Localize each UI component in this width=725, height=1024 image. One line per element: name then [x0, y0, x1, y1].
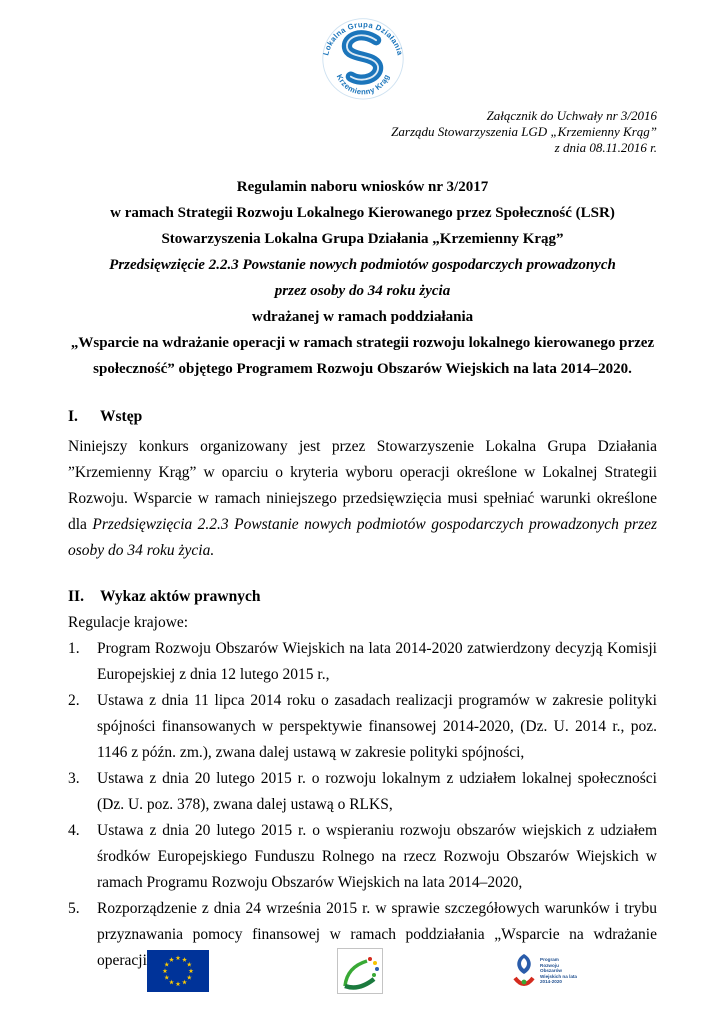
paragraph-italic-text: Przedsięwzięcia 2.2.3 Powstanie nowych podmiotów gospodarczych prowadzonych przez osoby do 34 roku życia.: [68, 516, 658, 559]
legal-act-item-3: [68, 766, 657, 818]
title-line-7: „Wsparcie na wdrażanie operacji w ramach strategii rozwoju lokalnego kierowanego przez: [70, 335, 655, 351]
title-line-4: Przedsięwzięcie 2.2.3 Powstanie nowych podmiotów gospodarczych prowadzonych: [109, 257, 616, 273]
title-line-8: społeczność” objętego Programem Rozwoju Obszarów Wiejskich na lata 2014–2020.: [93, 361, 632, 377]
section-2-number: II.: [68, 588, 84, 605]
leader-logo: [337, 948, 383, 994]
prow-flag-icon: [511, 951, 537, 991]
section-2-intro: Regulacje krajowe:: [68, 614, 189, 631]
legal-acts-list: [68, 636, 657, 974]
title-line-3: Stowarzyszenia Lokalna Grupa Działania „Krzemienny Krąg”: [161, 231, 564, 247]
title-line-2: w ramach Strategii Rozwoju Lokalnego Kierowanego przez Społeczność (LSR): [110, 205, 615, 221]
footer-logos: [0, 948, 725, 994]
title-line-5: przez osoby do 34 roku życia: [274, 283, 451, 299]
prow-logo-text: Program Rozwoju Obszarów Wiejskich na lata 2014-2020: [540, 957, 577, 985]
legal-act-item-4: [68, 818, 657, 896]
item-text: Ustawa z dnia 11 lipca 2014 roku o zasadach realizacji programów w zakresie polityki spójności finansowanych w perspektywie finansowej 2014-2020, (Dz. U. 2014 r., poz. 1146 z późn. zm.), zwana dalej ustawą w zakresie polityki spójności,: [97, 692, 657, 761]
item-text: Rozporządzenie z dnia 24 września 2015 r. w sprawie szczegółowych warunków i trybu przyznawania pomocy finansowej w ramach poddziałania „Wsparcie na wdrażanie operacji: [97, 900, 657, 969]
item-number: 2.: [68, 692, 80, 709]
item-text: Ustawa z dnia 20 lutego 2015 r. o wspieraniu rozwoju obszarów wiejskich z udziałem środków Europejskiego Funduszu Rolnego na rzecz Rozwoju Obszarów Wiejskich w ramach Programu Rozwoju Obszarów Wiejskich na lata 2014–2020,: [97, 822, 657, 891]
item-number: 5.: [68, 900, 80, 917]
legal-act-item-2: [68, 688, 657, 766]
section-1-title: Wstęp: [100, 408, 143, 425]
prow-2014-2020-logo: [511, 951, 578, 991]
section-2-title: Wykaz aktów prawnych: [100, 588, 261, 605]
legal-act-item-1: [68, 636, 657, 688]
item-number: 3.: [68, 770, 80, 787]
logo-arc-text-bottom: Krzemienny Krąg: [334, 72, 391, 97]
section-1-paragraph: [68, 434, 657, 564]
section-1-number: I.: [68, 408, 78, 425]
document-title-block: [68, 174, 657, 382]
attachment-line-1: Załącznik do Uchwały nr 3/2016: [486, 108, 657, 123]
item-number: 4.: [68, 822, 80, 839]
attachment-line-3: z dnia 08.11.2016 r.: [554, 140, 657, 155]
paragraph-text: Niniejszy konkurs organizowany jest przez Stowarzyszenie Lokalna Grupa Działania ”Krzemienny Krąg” w oparciu o kryteria wyboru operacji określone w Lokalnej Strategii Rozwoju. Wsparcie w ramach niniejszego przedsięwzięcia musi spełniać warunki określone dla: [68, 438, 657, 533]
item-number: 1.: [68, 640, 80, 657]
section-2-heading: [68, 584, 657, 610]
item-text: Ustawa z dnia 20 lutego 2015 r. o rozwoju lokalnym z udziałem lokalnej społeczności (Dz. U. poz. 378), zwana dalej ustawą o RLKS,: [97, 770, 657, 813]
item-text: Program Rozwoju Obszarów Wiejskich na lata 2014-2020 zatwierdzony decyzją Komisji Europejskiej z dnia 12 lutego 2015 r.,: [97, 640, 657, 683]
attachment-note: [68, 108, 657, 156]
attachment-line-2: Zarządu Stowarzyszenia LGD „Krzemienny Krąg”: [391, 124, 657, 139]
title-line-6: wdrażanej w ramach poddziałania: [251, 309, 474, 325]
title-line-1: Regulamin naboru wniosków nr 3/2017: [236, 179, 489, 195]
eu-flag-logo: [147, 950, 209, 992]
lgd-krzemienny-krag-logo: [315, 14, 411, 100]
section-1-heading: [68, 404, 657, 430]
logo-arc-text-top: Lokalna Grupa Działania: [320, 20, 405, 57]
